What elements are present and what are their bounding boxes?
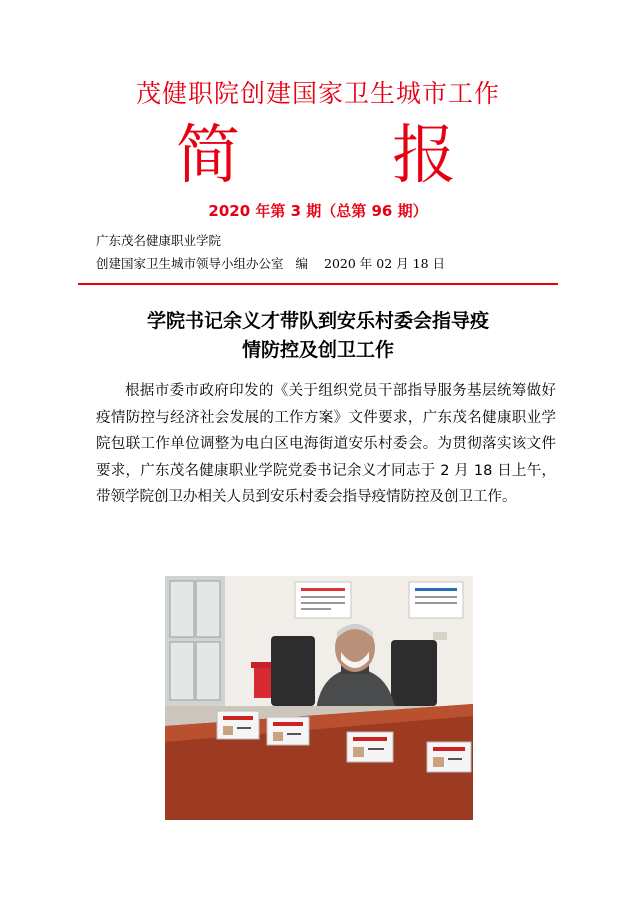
masthead	[168, 116, 468, 196]
issue-date: 2020 年 02 月 18 日	[324, 256, 446, 271]
issue-number: 2020 年第 3 期（总第 96 期）	[208, 202, 428, 220]
edit-label: 编	[295, 256, 309, 271]
org-name: 广东茂名健康职业学院	[96, 233, 222, 248]
meeting-photo-illustration	[165, 576, 473, 820]
article-title-line-2: 情防控及创卫工作	[241, 339, 394, 361]
article-title	[90, 307, 546, 365]
org-block	[96, 229, 457, 275]
masthead-char-1: 简	[176, 119, 240, 193]
org-office: 创建国家卫生城市领导小组办公室	[96, 256, 284, 271]
meeting-photo	[165, 576, 473, 820]
article-body: 根据市委市政府印发的《关于组织党员干部指导服务基层统筹做好疫情防控与经济社会发展的工作方案》文件要求，广东茂名健康职业学院包联工作单位调整为电白区电海街道安乐村委会。为贯彻落实该文件要求，广东茂名健康职业学院党委书记余义才同志于 2 月 18 日上午，带领学院创卫办相关人员到安乐村委会指导疫情防控及创卫工作。	[96, 383, 556, 506]
article-title-line-1: 学院书记余义才带队到安乐村委会指导疫	[146, 310, 489, 332]
org-office-line	[96, 252, 457, 275]
masthead-char-2: 报	[392, 119, 456, 193]
header-divider	[78, 283, 558, 285]
header-title: 茂健职院创建国家卫生城市工作	[135, 79, 500, 108]
